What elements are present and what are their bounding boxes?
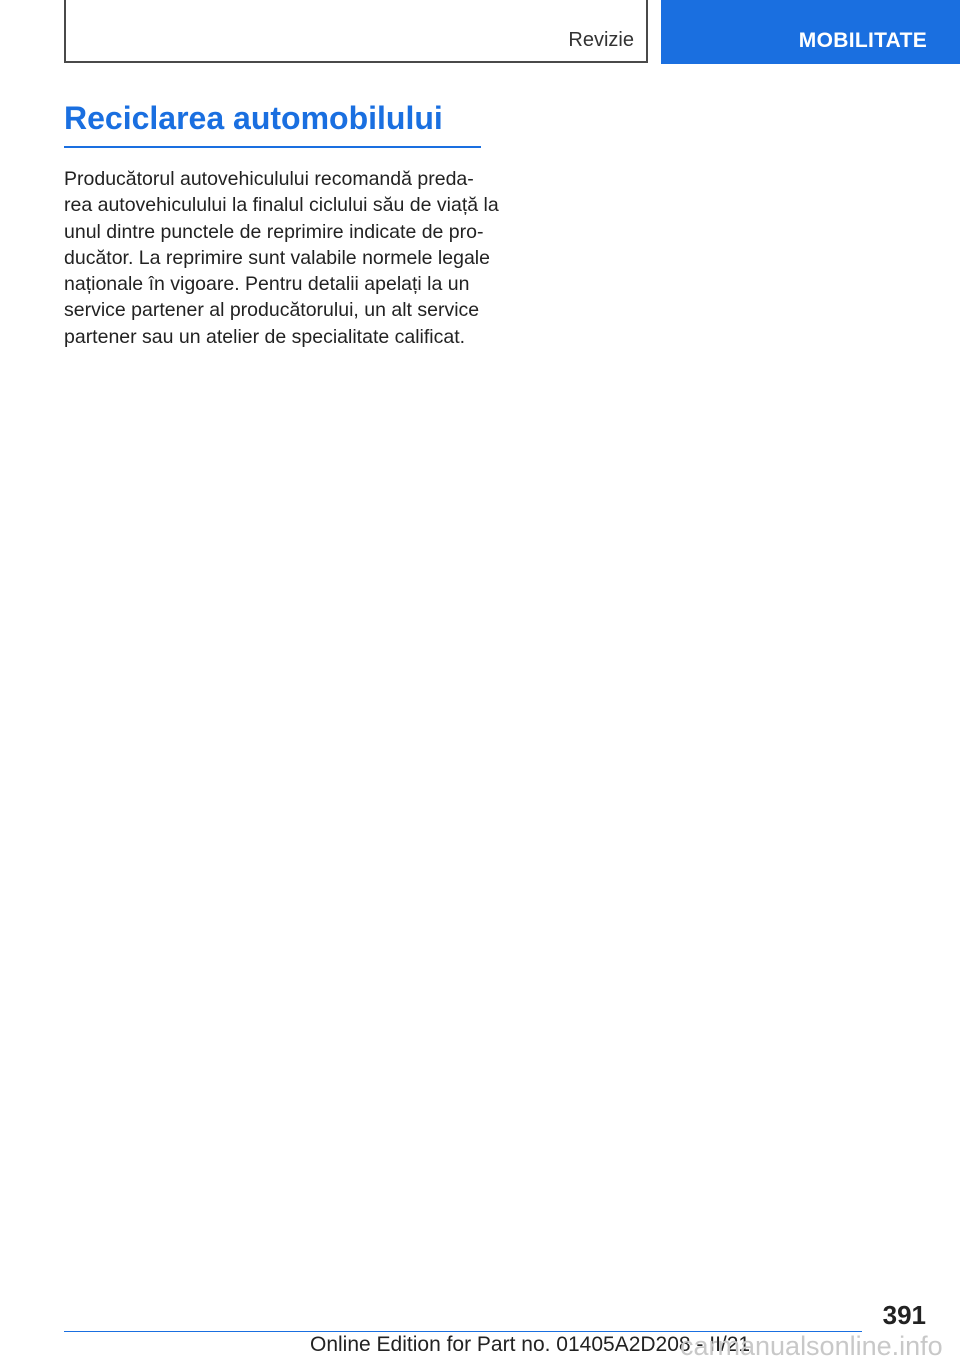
paragraph-line: ducător. La reprimire sunt valabile normele legale xyxy=(64,246,490,269)
footer-watermark: carmanualsonline.info xyxy=(680,1331,943,1361)
paragraph-line: rea autovehiculului la finalul ciclului său de viață la xyxy=(64,194,499,217)
paragraph-line: partener sau un atelier de specialitate calificat. xyxy=(64,325,466,348)
header-section-box xyxy=(64,0,648,63)
paragraph-line: Producătorul autovehiculului recomandă preda‐ xyxy=(64,168,474,190)
header-chapter-label: MOBILITATE xyxy=(798,29,927,52)
paragraph-line: service partener al producătorului, un alt service xyxy=(64,299,480,322)
paragraph-line: unul dintre punctele de reprimire indicate de pro‐ xyxy=(64,220,484,243)
header-chapter-tab[interactable] xyxy=(661,0,960,64)
header-section-label: Revizie xyxy=(568,29,634,51)
footer-edition: Online Edition for Part no. 01405A2D208 - II/21 xyxy=(310,1333,751,1356)
page-title: Reciclarea automobilului xyxy=(64,100,443,136)
title-divider xyxy=(64,146,481,148)
body-paragraph xyxy=(64,166,499,350)
paragraph-line: naționale în vigoare. Pentru detalii apelați la un xyxy=(64,273,470,296)
page-number: 391 xyxy=(882,1300,926,1330)
